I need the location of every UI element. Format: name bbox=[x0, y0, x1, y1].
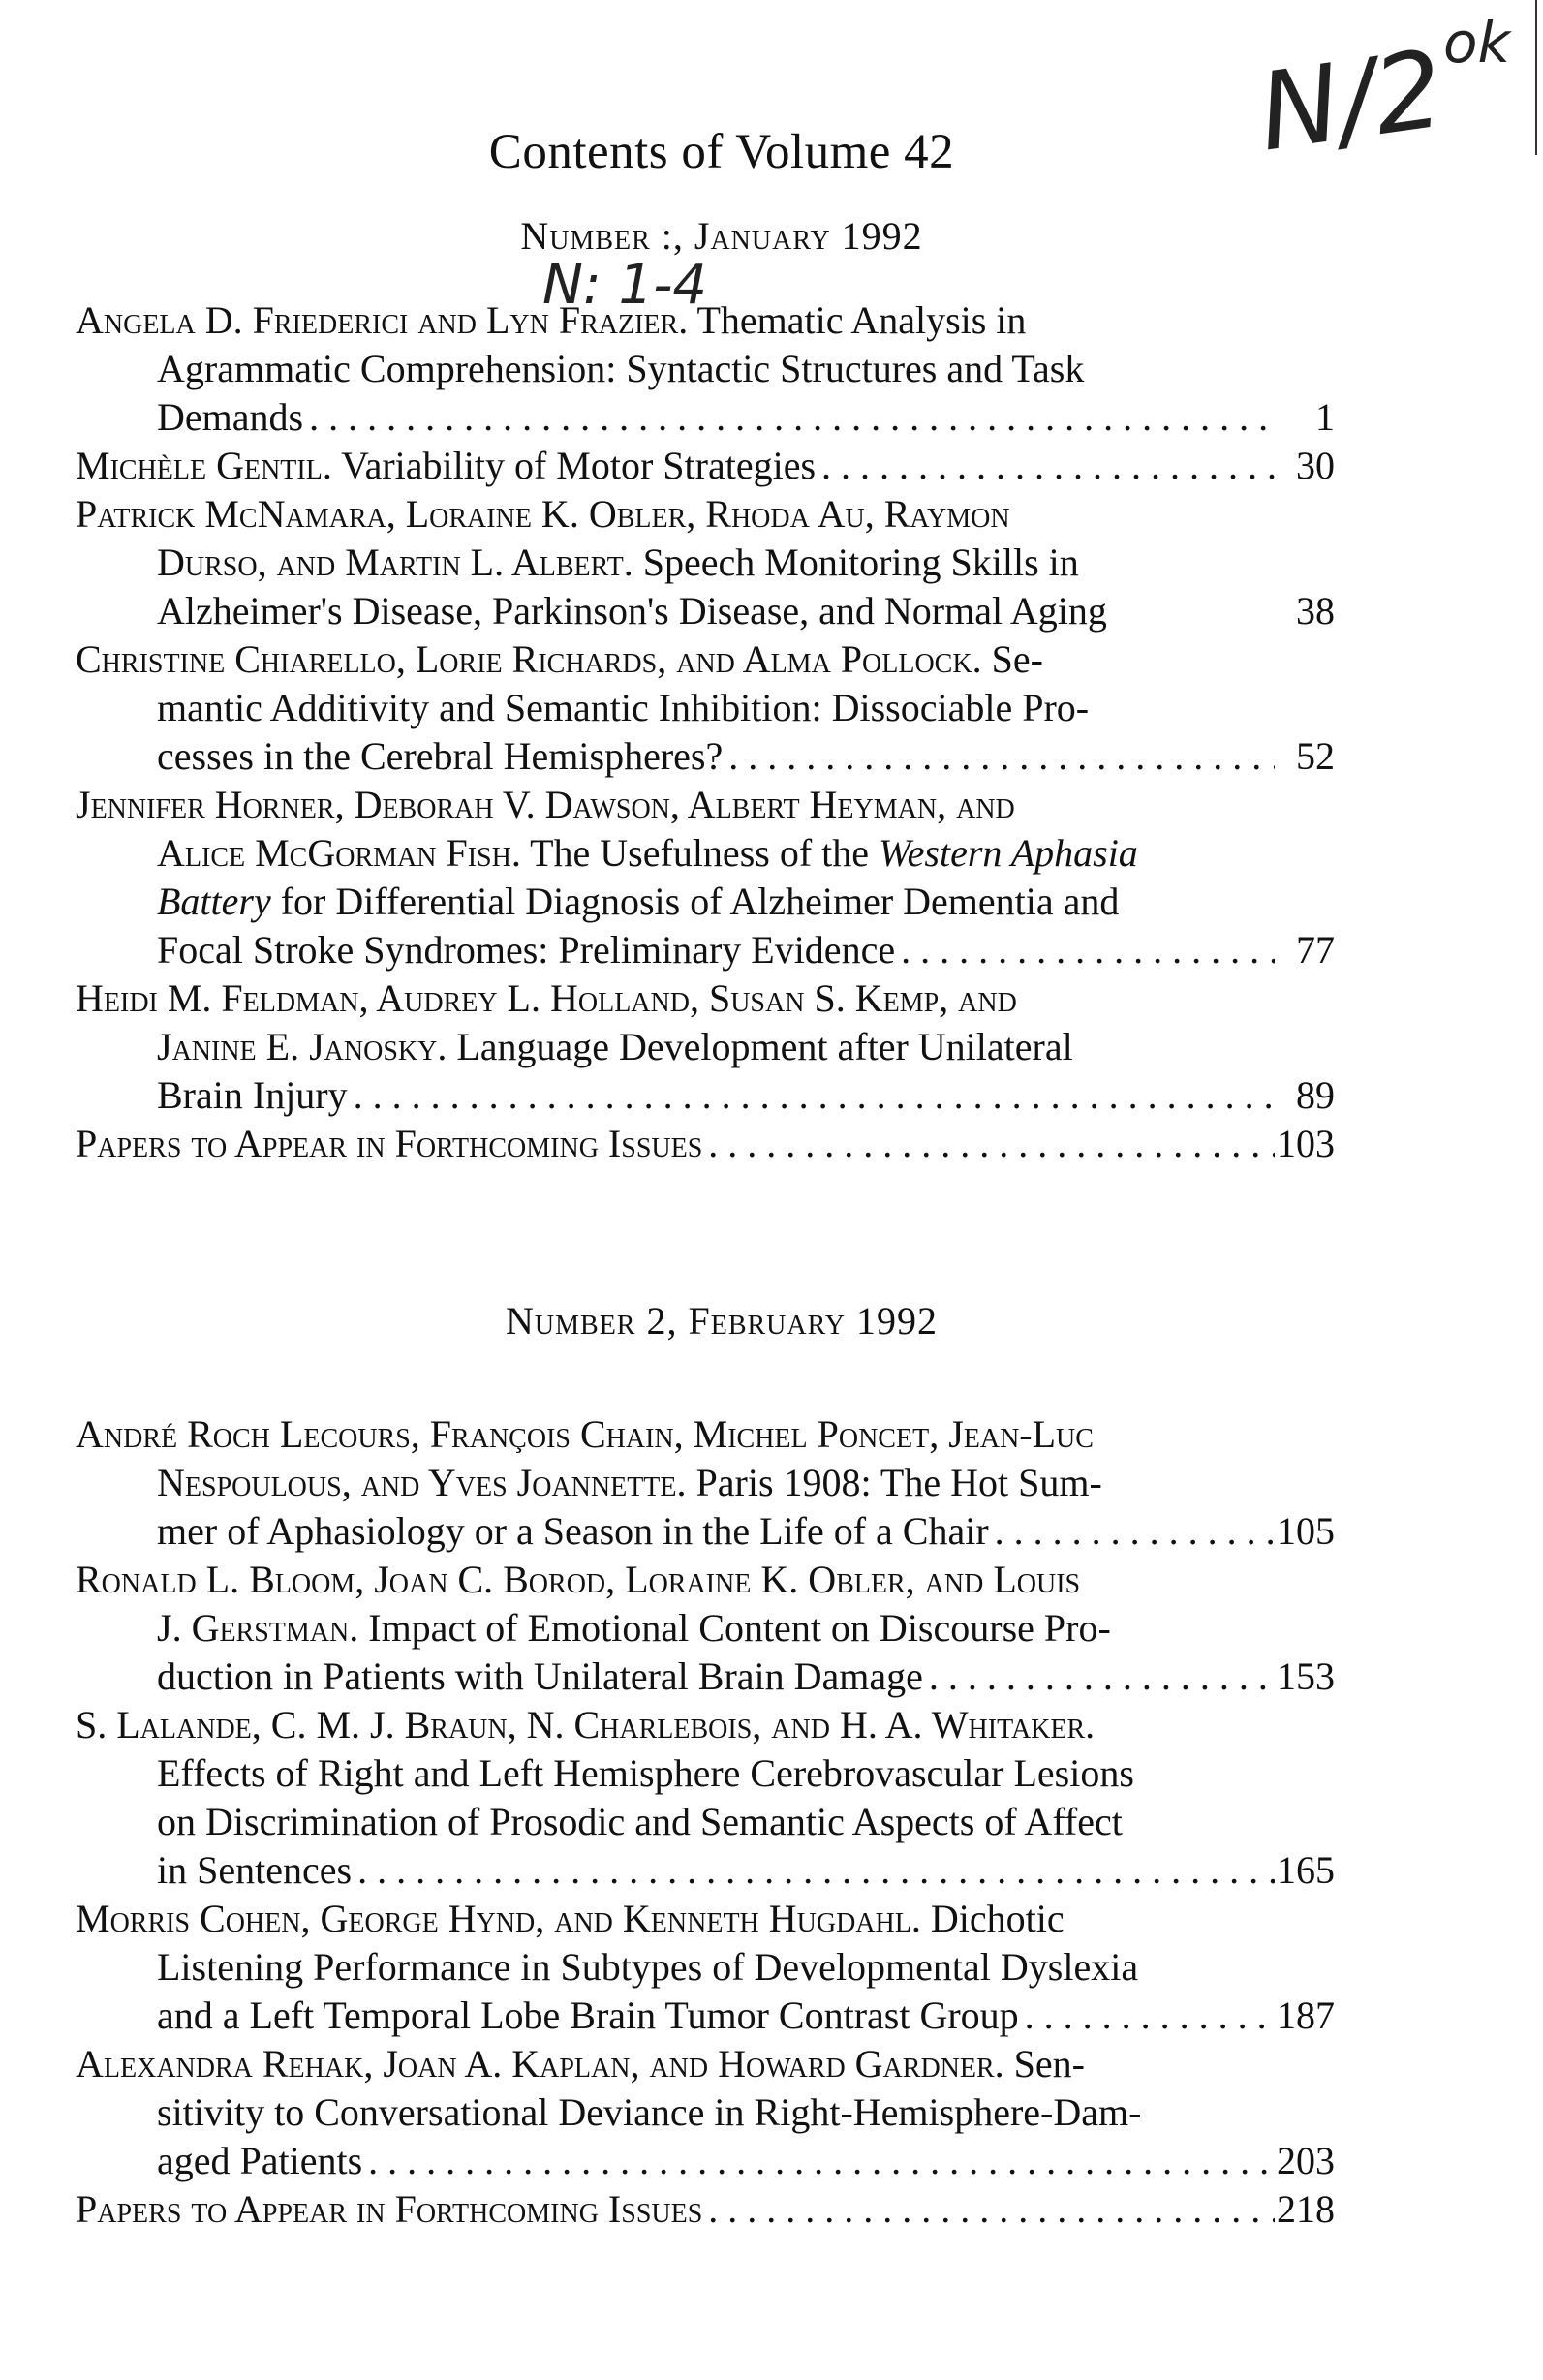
page-edge-mark bbox=[1535, 0, 1537, 155]
toc-issue-1 bbox=[76, 296, 1335, 1168]
toc-entry[interactable] bbox=[76, 1701, 1335, 1895]
entry-line: duction in Patients with Unilateral Brain Damage bbox=[157, 1654, 923, 1698]
entry-line: cesses in the Cerebral Hemispheres? bbox=[157, 734, 724, 778]
leader-dots bbox=[929, 1653, 1275, 1701]
entry-line: André Roch Lecours, François Chain, Michel Poncet, Jean-Luc bbox=[76, 1412, 1094, 1456]
leader-dots bbox=[368, 2137, 1275, 2185]
toc-entry[interactable]: Morris Cohen, George Hynd, and Kenneth Hugdahl. Dichotic Listening Performance in Subtypes of Developmental Dyslexia and a Left Temporal Lobe Brain Tumor Contrast Group . . . 187 bbox=[76, 1895, 1335, 2040]
handwritten-issue-text: N: 1-4 bbox=[542, 254, 708, 317]
toc-entry[interactable]: Angela D. Friederici and Lyn Frazier. Thematic Analysis in Agrammatic Comprehension: Syntactic Structures and Task Demands . . . 1 bbox=[76, 296, 1335, 442]
leader-dots bbox=[995, 1507, 1275, 1556]
page-number: 30 bbox=[1296, 444, 1335, 487]
entry-line: aged Patients bbox=[157, 2139, 363, 2182]
page-number: 203 bbox=[1277, 2139, 1335, 2182]
issue-heading-2: Number 2, February 1992 bbox=[506, 1299, 938, 1343]
toc-entry[interactable]: Alexandra Rehak, Joan A. Kaplan, and Howard Gardner. Sen- sitivity to Conversational Deviance in Right-Hemisphere-Dam- aged Patients . . . 203 bbox=[76, 2040, 1335, 2185]
page-number: 89 bbox=[1296, 1073, 1335, 1117]
entry-line: and a Left Temporal Lobe Brain Tumor Contrast Group bbox=[157, 1994, 1019, 2037]
leader-dots bbox=[708, 1120, 1275, 1168]
toc-entry[interactable]: Patrick McNamara, Loraine K. Obler, Rhoda Au, Raymon Durso, and Martin L. Albert. Speech Monitoring Skills in Alzheimer's Disease, Parkinson's Disease, and Normal Aging 38 bbox=[76, 490, 1335, 635]
entry-line: Alzheimer's Disease, Parkinson's Disease, and Normal Aging bbox=[157, 589, 1107, 633]
entry-line: Heidi M. Feldman, Audrey L. Holland, Susan S. Kemp, and bbox=[76, 976, 1017, 1020]
entry-line: S. Lalande, C. M. J. Braun, N. Charlebois, and H. A. Whitaker. bbox=[76, 1703, 1096, 1746]
leader-dots bbox=[728, 732, 1275, 781]
entry-line: Papers to Appear in Forthcoming Issues bbox=[76, 2187, 703, 2231]
entry-line: in Sentences bbox=[157, 1848, 353, 1892]
page-number: 165 bbox=[1277, 1848, 1335, 1892]
toc-entry[interactable]: André Roch Lecours, François Chain, Michel Poncet, Jean-Luc Nespoulous, and Yves Joannette. Paris 1908: The Hot Sum- mer of Aphasiology or a Season in the Life of a Chair . . . 105 bbox=[76, 1410, 1335, 1556]
entry-line: Demands bbox=[157, 395, 304, 439]
page-number: 38 bbox=[1296, 589, 1335, 633]
entry-line: Effects of Right and Left Hemisphere Cerebrovascular Lesions bbox=[157, 1751, 1134, 1795]
entry-line: Agrammatic Comprehension: Syntactic Structures and Task bbox=[157, 347, 1085, 390]
handwritten-fraction: N/2 bbox=[1251, 26, 1451, 175]
leader-dots bbox=[309, 393, 1275, 442]
handwritten-ok bbox=[1443, 10, 1510, 76]
toc-entry[interactable]: Christine Chiarello, Lorie Richards, and Alma Pollock. Se- mantic Additivity and Semantic Inhibition: Dissociable Pro- cesses in the Cerebral Hemispheres? . . . 52 bbox=[76, 635, 1335, 781]
issue-heading-1: Number :, January 1992 bbox=[520, 214, 923, 258]
entry-line: Brain Injury bbox=[157, 1073, 348, 1117]
page-number: 77 bbox=[1296, 928, 1335, 972]
page-number: 1 bbox=[1315, 395, 1335, 439]
toc-entry[interactable] bbox=[76, 2185, 1335, 2234]
leader-dots bbox=[821, 442, 1275, 490]
leader-dots bbox=[708, 2185, 1275, 2234]
entry-line: Focal Stroke Syndromes: Preliminary Evidence bbox=[157, 928, 896, 972]
toc-issue-2 bbox=[76, 1410, 1335, 2234]
page-number: 105 bbox=[1277, 1509, 1335, 1553]
toc-entry[interactable]: Jennifer Horner, Deborah V. Dawson, Albert Heyman, and Alice McGorman Fish. The Usefulness of the Western Aphasia Battery for Differential Diagnosis of Alzheimer Dementia and Focal Stroke Syndromes: Preliminary Evidence . . . 77 bbox=[76, 781, 1335, 974]
toc-entry[interactable]: Ronald L. Bloom, Joan C. Borod, Loraine K. Obler, and Louis J. Gerstman. Impact of Emotional Content on Discourse Pro- duction in Patients with Unilateral Brain Damage . . . 153 bbox=[76, 1556, 1335, 1701]
toc-entry[interactable]: Heidi M. Feldman, Audrey L. Holland, Susan S. Kemp, and Janine E. Janosky. Language Development after Unilateral Brain Injury . . . 89 bbox=[76, 974, 1335, 1120]
handwritten-ok-text: ok bbox=[1443, 10, 1511, 76]
entry-line: mer of Aphasiology or a Season in the Life of a Chair bbox=[157, 1509, 989, 1553]
toc-entry[interactable]: Michèle Gentil. Variability of Motor Strategies . . . 30 bbox=[76, 442, 1335, 490]
page-number: 153 bbox=[1277, 1654, 1335, 1698]
entry-line: Jennifer Horner, Deborah V. Dawson, Albert Heyman, and bbox=[76, 783, 1015, 826]
entry-line: mantic Additivity and Semantic Inhibition: Dissociable Pro- bbox=[157, 686, 1090, 729]
page-number: 187 bbox=[1277, 1994, 1335, 2037]
entry-line: Papers to Appear in Forthcoming Issues bbox=[76, 1122, 703, 1165]
leader-dots bbox=[901, 926, 1275, 974]
toc-entry[interactable] bbox=[76, 1120, 1335, 1168]
leader-dots bbox=[354, 1071, 1275, 1120]
entry-line: Ronald L. Bloom, Joan C. Borod, Loraine K. Obler, and Louis bbox=[76, 1558, 1081, 1601]
entry-line: Listening Performance in Subtypes of Developmental Dyslexia bbox=[157, 1945, 1139, 1989]
entry-line: on Discrimination of Prosodic and Semantic Aspects of Affect bbox=[157, 1800, 1123, 1843]
entry-line: sitivity to Conversational Deviance in Right-Hemisphere-Dam- bbox=[157, 2090, 1142, 2134]
page-number: 103 bbox=[1277, 1122, 1335, 1165]
leader-dots bbox=[357, 1846, 1275, 1895]
page-number: 52 bbox=[1296, 734, 1335, 778]
page-number: 218 bbox=[1277, 2187, 1335, 2231]
entry-line: Patrick McNamara, Loraine K. Obler, Rhoda Au, Raymon bbox=[76, 492, 1010, 536]
page-title: Contents of Volume 42 bbox=[488, 125, 955, 179]
